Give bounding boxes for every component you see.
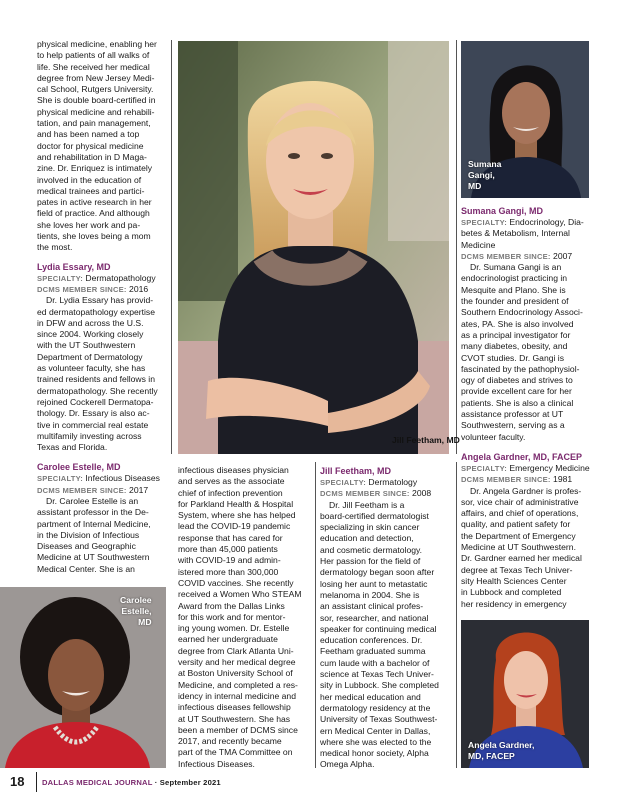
gardner-name: Angela Gardner, MD, FACEP xyxy=(461,451,583,462)
text-line: Department of Dermatology xyxy=(37,351,143,362)
feetham-caption: Jill Feetham, MD xyxy=(392,435,460,445)
text-line: melanoma in 2004. She is xyxy=(320,589,420,600)
text-line: patients. She is also a clinical xyxy=(461,397,574,408)
essary-bio xyxy=(37,295,167,453)
text-line: in Lubbock and completed xyxy=(461,587,562,598)
gangi-since: DCMS MEMBER SINCE: 2007 xyxy=(461,250,573,261)
text-line: Dr. Gardner earned her medical xyxy=(461,553,582,564)
text-line: pates in active research in her xyxy=(37,197,152,208)
text-line: dermatology residency at the xyxy=(320,702,431,713)
essary-name: Lydia Essary, MD xyxy=(37,261,111,272)
text-line: multifamily investing across xyxy=(37,430,142,441)
text-line: Dr. Sumana Gangi is an xyxy=(470,262,562,273)
estelle-photo xyxy=(0,587,166,768)
text-line: degree from Clark Atlanta Uni- xyxy=(178,645,294,656)
text-line: sor, researcher, and national xyxy=(320,612,429,623)
feetham-name: Jill Feetham, MD xyxy=(320,466,392,476)
text-line: assistance professor at UT xyxy=(461,409,564,420)
text-line: partment of Internal Medicine, xyxy=(37,518,151,529)
publication-name: DALLAS MEDICAL JOURNAL xyxy=(42,778,153,787)
footer-publication xyxy=(42,778,221,787)
text-line: for this work and for mentor- xyxy=(178,611,286,622)
text-line: as volunteer faculty, she has xyxy=(37,363,146,374)
column-rule-3 xyxy=(315,462,316,768)
feetham-portrait xyxy=(178,41,449,454)
text-line: affairs, and chief of operations, xyxy=(461,508,579,519)
text-line: as a principal investigator for xyxy=(461,329,571,340)
text-line: Award from the Dallas Links xyxy=(178,600,285,611)
text-line: Medical Center. She is an xyxy=(37,563,135,574)
text-line: Medicine, and completed a res- xyxy=(178,679,298,690)
text-line: zine. Dr. Enriquez is intimately xyxy=(37,163,153,174)
text-line: education conferences. Dr. xyxy=(320,635,423,646)
text-line: response that has cared for xyxy=(178,532,283,543)
text-line: in the Division of Infectious xyxy=(37,529,140,540)
column-rule-2 xyxy=(456,40,457,454)
text-line: part of the TMA Committee on xyxy=(178,747,293,758)
text-line: board-certified dermatologist xyxy=(320,510,429,521)
text-line: istered more than 300,000 xyxy=(178,566,279,577)
text-line: Her passion for the field of xyxy=(320,556,421,567)
text-line: COVID vaccines. She recently xyxy=(178,577,294,588)
text-line: Diseases and Geographic xyxy=(37,541,136,552)
text-line: at UT Southwestern. She has xyxy=(178,713,291,724)
text-line: her residency in emergency xyxy=(461,598,567,609)
gardner-caption: Angela Gardner, MD, FACEP xyxy=(468,740,535,761)
text-line: Medicine at UT Southwestern. xyxy=(461,542,576,553)
text-line: medical honor society, Alpha xyxy=(320,748,429,759)
footer-rule xyxy=(36,772,37,792)
text-line: sity Health Sciences Center xyxy=(461,575,567,586)
text-line: received a Women Who STEAM xyxy=(178,589,302,600)
text-line: volunteer faculty. xyxy=(461,431,526,442)
text-line: medical trainees and partici- xyxy=(37,185,145,196)
text-line: speaker for continuing medical xyxy=(320,623,437,634)
text-line: doctor for physical medicine xyxy=(37,140,144,151)
text-line: ing young women. Dr. Estelle xyxy=(178,623,290,634)
text-line: trained residents and fellows in xyxy=(37,374,155,385)
column-rule-4 xyxy=(456,462,457,768)
page-number: 18 xyxy=(10,774,25,789)
feetham-bio xyxy=(320,500,453,771)
issue-date: September 2021 xyxy=(159,778,221,787)
text-line: Dr. Angela Gardner is profes- xyxy=(470,485,582,496)
text-line: tients, she loves being a mom xyxy=(37,231,151,242)
text-line: Southwestern, serving as a xyxy=(461,420,565,431)
gangi-bio xyxy=(461,262,596,443)
text-line: the most. xyxy=(37,242,73,253)
estelle-specialty: SPECIALTY: Infectious Diseases xyxy=(37,473,160,484)
feetham-since: DCMS MEMBER SINCE: 2008 xyxy=(320,488,432,499)
text-line: involved in the education of xyxy=(37,174,142,185)
text-line: Southern Endocrinology Associ- xyxy=(461,307,583,318)
text-line: to help patients of all walks of xyxy=(37,50,150,61)
text-line: lead the COVID-19 pandemic xyxy=(178,521,291,532)
text-line: and rehabilitation in D Maga- xyxy=(37,151,147,162)
text-line: specializing in skin cancer xyxy=(320,522,420,533)
text-line: tation, and pain management, xyxy=(37,118,151,129)
text-line: fascinated by the pathophysiol- xyxy=(461,363,580,374)
essary-since: DCMS MEMBER SINCE: 2016 xyxy=(37,283,149,294)
text-line: with the UT Southwestern xyxy=(37,340,136,351)
estelle-bio xyxy=(37,496,167,575)
text-line: for Parkland Health & Hospital xyxy=(178,498,294,509)
gardner-photo xyxy=(461,620,589,768)
text-line: where she was elected to the xyxy=(320,736,432,747)
text-line: 2017, and recently became xyxy=(178,736,282,747)
text-line: ed dermatopathology expertise xyxy=(37,306,156,317)
text-line: more than 45,000 patients xyxy=(178,544,278,555)
text-line: Dr. Carolee Estelle is an xyxy=(46,495,139,506)
text-line: life. She received her medical xyxy=(37,61,150,72)
text-line: many diabetes, obesity, and xyxy=(461,341,568,352)
text-line: University of Texas Southwest- xyxy=(320,714,438,725)
feetham-photo xyxy=(178,41,460,454)
gardner-bio xyxy=(461,486,596,610)
text-line: she loves her work and pa- xyxy=(37,219,141,230)
text-line: degree at Texas Tech Univer- xyxy=(461,564,573,575)
text-line: Mesquite and Plano. She is xyxy=(461,284,566,295)
estelle-caption: Carolee Estelle, MD xyxy=(120,595,152,627)
text-line: thology. Dr. Essary is also ac- xyxy=(37,408,150,419)
text-line: Dr. Jill Feetham is a xyxy=(329,499,405,510)
gangi-caption: Sumana Gangi, MD xyxy=(468,159,502,191)
text-line: Feetham graduated summa xyxy=(320,646,426,657)
gangi-specialty-line-2: betes & Metabolism, Internal xyxy=(461,228,570,239)
text-line: Medicine at UT Southwestern xyxy=(37,552,150,563)
text-line: an assistant clinical profes- xyxy=(320,601,424,612)
gangi-specialty-line-3: Medicine xyxy=(461,239,496,250)
enriquez-bio-continued xyxy=(37,39,167,254)
text-line: endocrinologist practicing in xyxy=(461,273,568,284)
text-line: field of practice. And although xyxy=(37,208,150,219)
text-line: cum laude with a bachelor of xyxy=(320,657,430,668)
text-line: Dr. Lydia Essary has provid- xyxy=(46,295,154,306)
column-4 xyxy=(461,205,596,610)
gardner-specialty: SPECIALTY: Emergency Medicine xyxy=(461,462,590,473)
text-line: cal School, Rutgers University. xyxy=(37,84,154,95)
text-line: dermatology began soon after xyxy=(320,567,435,578)
text-line: infectious diseases physician xyxy=(178,465,289,475)
text-line: Omega Alpha. xyxy=(320,759,375,770)
text-line: ates, PA. She is also involved xyxy=(461,318,574,329)
text-line: assistant professor in the De- xyxy=(37,507,149,518)
feetham-specialty: SPECIALTY: Dermatology xyxy=(320,477,418,487)
text-line: with COVID-19 and admin- xyxy=(178,555,281,566)
text-line: provide excellent care for her xyxy=(461,386,572,397)
text-line: She is double board-certified in xyxy=(37,95,156,106)
column-rule-1 xyxy=(171,40,172,454)
text-line: physical medicine, enabling her xyxy=(37,39,157,49)
text-line: quality, and patient safety for xyxy=(461,519,571,530)
text-line: ogy of diabetes and strives to xyxy=(461,375,573,386)
text-line: earned her undergraduate xyxy=(178,634,278,645)
estelle-bio-continued xyxy=(178,465,312,770)
text-line: rejoined Cockerell Dermatopa- xyxy=(37,396,154,407)
text-line: science at Texas Tech Univer- xyxy=(320,669,434,680)
text-line: Infectious Diseases. xyxy=(178,758,255,769)
text-line: education and detection, xyxy=(320,533,414,544)
text-line: and serves as the associate xyxy=(178,476,285,487)
text-line: ern Medical Center in Dallas, xyxy=(320,725,431,736)
gardner-since: DCMS MEMBER SINCE: 1981 xyxy=(461,474,573,485)
essary-specialty: SPECIALTY: Dermatopathology xyxy=(37,272,156,283)
estelle-name: Carolee Estelle, MD xyxy=(37,462,121,473)
text-line: CVOT studies. Dr. Gangi is xyxy=(461,352,565,363)
text-line: idency in internal medicine and xyxy=(178,690,296,701)
text-line: since 2004. Working closely xyxy=(37,329,144,340)
text-line: at Boston University School of xyxy=(178,668,293,679)
text-line: her medical education and xyxy=(320,691,421,702)
text-line: in DFW and across the U.S. xyxy=(37,317,144,328)
text-line: tive in commercial real estate xyxy=(37,419,149,430)
text-line: been a member of DCMS since xyxy=(178,724,298,735)
gangi-specialty: SPECIALTY: Endocrinology, Dia- xyxy=(461,217,584,227)
text-line: degree from New Jersey Medi- xyxy=(37,72,155,83)
text-line: dermatopathology. She recently xyxy=(37,385,158,396)
text-line: sor, vice chair of administrative xyxy=(461,496,579,507)
text-line: the Department of Emergency xyxy=(461,530,576,541)
gangi-photo xyxy=(461,41,589,198)
column-3 xyxy=(320,465,453,771)
text-line: System, where she has helped xyxy=(178,510,296,521)
text-line: chief of infection prevention xyxy=(178,487,283,498)
text-line: and cosmetic dermatology. xyxy=(320,544,423,555)
text-line: losing her aunt to metastatic xyxy=(320,578,428,589)
gangi-name: Sumana Gangi, MD xyxy=(461,206,544,216)
text-line: sity in Lubbock. She completed xyxy=(320,680,439,691)
text-line: the founder and president of xyxy=(461,296,569,307)
estelle-since: DCMS MEMBER SINCE: 2017 xyxy=(37,484,149,495)
text-line: Texas and Florida. xyxy=(37,442,108,453)
column-1 xyxy=(37,39,167,575)
text-line: versity and her medical degree xyxy=(178,657,296,668)
text-line: infectious diseases fellowship xyxy=(178,702,291,713)
column-2 xyxy=(178,465,312,770)
text-line: physical medicine and rehabili- xyxy=(37,106,155,117)
footer-separator: · xyxy=(152,778,160,787)
text-line: and has been named a top xyxy=(37,129,140,140)
